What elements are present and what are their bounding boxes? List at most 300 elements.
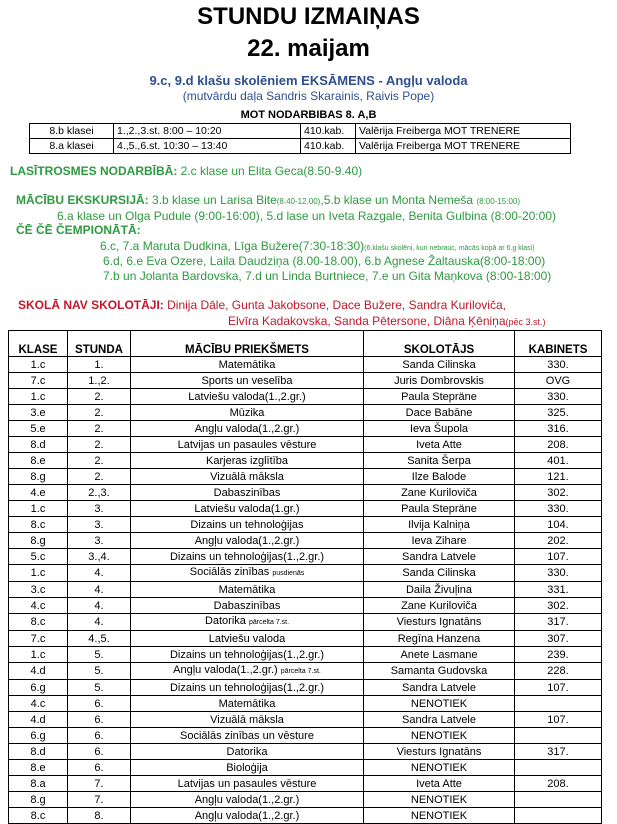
class-cell-text: 4.c (30, 697, 46, 710)
subject-cell-text: Karjeras izglītība (206, 454, 288, 467)
teacher-cell (364, 792, 515, 808)
subject-cell (131, 373, 364, 389)
teacher-cell-text: Sandra Latvele (402, 550, 476, 563)
lesson-cell-text: 8. (94, 809, 104, 822)
teacher-cell (364, 663, 515, 680)
lesson-cell-text: 5. (94, 648, 104, 661)
subject-cell-text: Vizuālā māksla (210, 470, 284, 483)
room-cell (515, 808, 602, 824)
column-header: KABINETS (515, 331, 602, 357)
class-cell (9, 565, 68, 582)
championship-line-3: 7.b un Jolanta Bardovska, 7.d un Linda Burtniece, 7.e un Gita Maņkova (8:00-18:00) (103, 269, 552, 283)
lesson-cell (68, 680, 131, 696)
teacher-cell-text: Zane Kuriloviča (401, 599, 477, 612)
excursion-notice (16, 193, 520, 207)
table-row (9, 469, 602, 485)
subject-note: pārcelta 7.st. (248, 619, 290, 626)
lesson-cell-text: 4. (94, 567, 104, 579)
excursion-text: ,5.b klase un Monta Nemeša (320, 193, 477, 207)
teacher-cell-text: Ieva Zihare (411, 534, 467, 547)
teacher-cell (364, 598, 515, 614)
teacher-cell (364, 453, 515, 469)
teacher-cell (364, 808, 515, 824)
class-cell-text: 4.d (30, 665, 46, 677)
class-cell (9, 792, 68, 808)
room-cell (515, 614, 602, 631)
teacher-cell-text: Paula Stepräne (401, 502, 477, 515)
table-row (9, 437, 602, 453)
room-cell (515, 582, 602, 598)
class-cell (9, 582, 68, 598)
lesson-cell-text: 6. (94, 697, 104, 710)
room-cell-text: 401. (547, 454, 569, 467)
lesson-cell-text: 2. (94, 390, 104, 403)
class-cell-text: 1.c (30, 648, 46, 661)
room-cell-text: 325. (547, 406, 569, 419)
room-cell (515, 373, 602, 389)
mot-row (30, 124, 571, 139)
table-row (9, 517, 602, 533)
lesson-cell (68, 696, 131, 712)
teacher-cell-text: Ieva Šupola (409, 422, 469, 435)
room-cell (515, 680, 602, 696)
teacher-cell (364, 680, 515, 696)
room-cell-text: 330. (547, 502, 569, 515)
class-cell (9, 533, 68, 549)
room-cell (515, 405, 602, 421)
lesson-cell (68, 598, 131, 614)
class-cell-text: 3.e (30, 406, 46, 419)
table-row (9, 453, 602, 469)
class-cell-text: 1.c (30, 567, 46, 579)
subject-cell (131, 421, 364, 437)
room-cell-text: 107. (547, 713, 569, 726)
room-cell-text: 107. (547, 550, 569, 563)
lesson-cell-text: 7. (94, 793, 104, 806)
subject-cell (131, 776, 364, 792)
teacher-cell (364, 614, 515, 631)
class-cell-text: 3.c (30, 583, 46, 596)
room-cell-text: 317. (547, 616, 569, 628)
class-cell (9, 453, 68, 469)
table-row (9, 357, 602, 373)
teacher-cell-text: NENOTIEK (410, 697, 468, 710)
subject-cell (131, 469, 364, 485)
table-row (9, 696, 602, 712)
room-cell-text: 121. (547, 470, 569, 483)
class-cell (9, 517, 68, 533)
lesson-cell (68, 533, 131, 549)
room-cell (515, 663, 602, 680)
class-cell (9, 776, 68, 792)
class-cell-text: 4.d (30, 713, 46, 726)
lesson-cell-text: 6. (94, 713, 104, 726)
room-cell (515, 389, 602, 405)
teacher-cell (364, 776, 515, 792)
column-header: STUNDA (68, 331, 131, 357)
class-cell (9, 696, 68, 712)
table-row (9, 405, 602, 421)
absent-text: Dinija Dāle, Gunta Jakobsone, Dace Bužere, Sandra Kuriloviča, (163, 298, 506, 312)
room-cell-text: 202. (547, 534, 569, 547)
teacher-cell-text: Viesturs Ignatāns (396, 745, 482, 758)
table-row (9, 663, 602, 680)
lesson-cell (68, 549, 131, 565)
teacher-cell (364, 389, 515, 405)
mot-row (30, 139, 571, 154)
room-cell (515, 469, 602, 485)
room-cell-text: OVG (545, 374, 571, 387)
page-date: 22. maijam (247, 35, 370, 62)
teacher-cell-text: Sandra Latvele (402, 681, 476, 694)
table-row (9, 712, 602, 728)
lesson-cell (68, 405, 131, 421)
class-cell-text: 8.g (30, 470, 46, 483)
subject-cell-text: Matemātika (218, 583, 276, 596)
teacher-cell-text: Ilvija Kalniņa (408, 518, 470, 531)
teacher-cell-text: Iveta Atte (416, 438, 462, 451)
absent-text: Elvīra Kadakovska, Sanda Pētersone, Diāna Ķēniņa (228, 314, 506, 328)
teacher-cell-text: Sandra Latvele (402, 713, 476, 726)
subject-cell-text: Datorika (204, 615, 249, 627)
teacher-cell (364, 760, 515, 776)
subject-cell (131, 598, 364, 614)
teacher-cell-text: Daila Živuļina (405, 583, 473, 596)
teacher-cell (364, 647, 515, 663)
subject-cell-text: Latvijas un pasaules vēsture (177, 438, 317, 451)
lesson-cell-text: 6. (94, 761, 104, 774)
lesson-cell (68, 663, 131, 680)
teacher-cell (364, 533, 515, 549)
lesson-cell-text: 2. (94, 438, 104, 451)
subject-cell (131, 614, 364, 631)
table-row (9, 792, 602, 808)
subject-cell (131, 808, 364, 824)
class-cell-text: 8.d (30, 438, 46, 451)
class-cell-text: 6.g (30, 681, 46, 694)
teacher-cell-text: NENOTIEK (410, 761, 468, 774)
championship-text: 6.c, 7.a Maruta Dudkina, Līga Bužere(7:30-18:30) (100, 239, 365, 253)
mot-title: MOT NODARBIBAS 8. A,B (240, 109, 377, 121)
class-cell (9, 728, 68, 744)
subject-cell (131, 680, 364, 696)
class-cell (9, 680, 68, 696)
subject-cell-text: Vizuālā māksla (210, 713, 284, 726)
subject-cell-text: Matemātika (218, 358, 276, 371)
lesson-cell-text: 2. (94, 470, 104, 483)
subject-cell (131, 437, 364, 453)
lesson-cell (68, 647, 131, 663)
lesson-cell (68, 631, 131, 647)
subject-cell-text: Matemātika (218, 697, 276, 710)
lesson-cell (68, 614, 131, 631)
lesson-cell-text: 4. (94, 599, 104, 612)
table-row (9, 565, 602, 582)
room-cell-text: 330. (547, 358, 569, 371)
class-cell-text: 8.e (30, 454, 46, 467)
table-row (9, 744, 602, 760)
lesson-cell-text: 2. (94, 406, 104, 419)
lesson-cell (68, 389, 131, 405)
subject-cell-text: Angļu valoda(1.,2.gr.) (194, 793, 300, 806)
subject-cell (131, 663, 364, 680)
class-cell-text: 7.c (30, 632, 46, 645)
subject-cell-text: Angļu valoda(1.,2.gr.) (194, 534, 300, 547)
subject-note: pusdienās (272, 570, 305, 577)
lesson-cell (68, 421, 131, 437)
room-cell (515, 792, 602, 808)
lesson-cell (68, 792, 131, 808)
teacher-cell-text: NENOTIEK (410, 729, 468, 742)
class-cell (9, 760, 68, 776)
room-cell (515, 357, 602, 373)
teacher-cell-text: Iveta Atte (416, 777, 462, 790)
subject-cell-text: Mūzika (229, 406, 265, 419)
table-row (9, 485, 602, 501)
subject-cell (131, 582, 364, 598)
lesson-cell-text: 7. (94, 777, 104, 790)
teacher-cell (364, 469, 515, 485)
table-row (9, 631, 602, 647)
class-cell (9, 647, 68, 663)
subject-cell (131, 549, 364, 565)
class-cell-text: 8.c (30, 809, 46, 822)
subject-cell-text: Datorika (226, 745, 268, 758)
reading-notice (10, 164, 362, 178)
lesson-cell-text: 6. (94, 729, 104, 742)
room-cell-text: 330. (547, 390, 569, 403)
room-cell (515, 712, 602, 728)
lesson-cell-text: 3. (94, 502, 104, 515)
class-cell (9, 357, 68, 373)
teacher-cell (364, 421, 515, 437)
room-cell-text: 302. (547, 486, 569, 499)
room-cell-text: 302. (547, 599, 569, 612)
class-cell-text: 5.e (30, 422, 46, 435)
teacher-cell (364, 582, 515, 598)
column-header: KLASE (9, 331, 68, 357)
mot-cell: 8.a klasei (30, 139, 114, 154)
mot-cell: 1.,2.,3.st. 8:00 – 10:20 (114, 124, 301, 139)
subject-cell (131, 712, 364, 728)
table-row (9, 614, 602, 631)
table-row (9, 582, 602, 598)
subject-cell (131, 533, 364, 549)
table-row (9, 680, 602, 696)
subject-cell-text: Dizains un tehnoloģijas (190, 518, 304, 531)
class-cell (9, 421, 68, 437)
class-cell (9, 663, 68, 680)
class-cell (9, 485, 68, 501)
lesson-cell-text: 1.,2. (88, 374, 110, 387)
teacher-cell-text: Dace Babāne (405, 406, 473, 419)
room-cell-text: 330. (547, 567, 569, 579)
lesson-cell (68, 565, 131, 582)
subject-cell-text: Dizains un tehnoloģijas(1.,2.gr.) (169, 648, 325, 661)
room-cell (515, 533, 602, 549)
subject-cell-text: Dabaszinības (213, 486, 281, 499)
lesson-cell (68, 357, 131, 373)
teacher-cell-text: Regīna Hanzena (397, 632, 481, 645)
absent-teachers-line-2 (228, 314, 546, 328)
lesson-cell (68, 582, 131, 598)
excursion-line-2: 6.a klase un Olga Pudule (9:00-16:00), 5.d lase un Iveta Razgale, Benita Gulbina (8:00-20:00) (57, 209, 556, 223)
lesson-cell-text: 4.,5. (88, 632, 110, 645)
room-cell (515, 728, 602, 744)
mot-cell: Valērija Freiberga MOT TRENERE (356, 139, 571, 154)
class-cell-text: 8.g (30, 793, 46, 806)
lesson-cell (68, 728, 131, 744)
subject-cell-text: Latviešu valoda(1.gr.) (194, 502, 300, 515)
championship-line-1 (100, 239, 535, 253)
mot-table (29, 123, 571, 154)
room-cell-text: 208. (547, 438, 569, 451)
absent-note: (pēc 3.st.) (505, 317, 546, 327)
column-header: SKOLOTĀJS (364, 331, 515, 357)
subject-cell (131, 517, 364, 533)
subject-cell-text: Sociālās zinības un vēsture (180, 729, 314, 742)
class-cell (9, 437, 68, 453)
lesson-cell-text: 3. (94, 518, 104, 531)
class-cell-text: 8.e (30, 761, 46, 774)
teacher-cell (364, 437, 515, 453)
room-cell (515, 437, 602, 453)
room-cell (515, 517, 602, 533)
table-row (9, 501, 602, 517)
lesson-cell-text: 4. (94, 616, 104, 628)
lesson-cell-text: 4. (94, 583, 104, 596)
room-cell (515, 549, 602, 565)
class-cell-text: 7.c (30, 374, 46, 387)
class-cell (9, 808, 68, 824)
lesson-cell (68, 501, 131, 517)
mot-cell: 8.b klasei (30, 124, 114, 139)
room-cell-text: 208. (547, 777, 569, 790)
mot-cell: 410.kab. (301, 139, 356, 154)
table-row (9, 728, 602, 744)
lesson-cell (68, 437, 131, 453)
lesson-cell (68, 776, 131, 792)
teacher-cell-text: Viesturs Ignatāns (396, 616, 482, 628)
room-cell-text: 317. (547, 745, 569, 758)
subject-cell (131, 744, 364, 760)
class-cell (9, 744, 68, 760)
lesson-cell-text: 2. (94, 454, 104, 467)
class-cell (9, 712, 68, 728)
subject-cell-text: Latviešu valoda (208, 632, 286, 645)
teacher-cell (364, 565, 515, 582)
subject-cell (131, 485, 364, 501)
mot-cell: Valērija Freiberga MOT TRENERE (356, 124, 571, 139)
table-row (9, 389, 602, 405)
class-cell (9, 405, 68, 421)
teacher-cell-text: Anete Lasmane (400, 648, 478, 661)
room-cell (515, 421, 602, 437)
room-cell-text: 239. (547, 648, 569, 661)
lesson-cell-text: 2.,3. (88, 486, 110, 499)
teacher-cell-text: NENOTIEK (410, 793, 468, 806)
lesson-cell (68, 808, 131, 824)
class-cell-text: 4.c (30, 599, 46, 612)
class-cell (9, 389, 68, 405)
room-cell-text: 104. (547, 518, 569, 531)
subject-cell-text: Dizains un tehnoloģijas(1.,2.gr.) (169, 550, 325, 563)
lesson-cell-text: 5. (94, 665, 104, 677)
teacher-cell-text: Ilze Balode (411, 470, 467, 483)
teacher-cell-text: NENOTIEK (410, 809, 468, 822)
lesson-cell (68, 760, 131, 776)
teacher-cell (364, 501, 515, 517)
class-cell-text: 8.c (30, 518, 46, 531)
teacher-cell-text: Sanita Šerpa (407, 454, 471, 467)
excursion-time: (8.40-12.00) (276, 197, 321, 206)
room-cell (515, 565, 602, 582)
class-cell-text: 4.e (30, 486, 46, 499)
lesson-cell-text: 3.,4. (88, 550, 110, 563)
class-cell (9, 549, 68, 565)
lesson-cell-text: 2. (94, 422, 104, 435)
teacher-cell (364, 728, 515, 744)
class-cell (9, 631, 68, 647)
room-cell (515, 631, 602, 647)
table-row (9, 808, 602, 824)
class-cell-text: 5.c (30, 550, 46, 563)
subject-cell-text: Dabaszinības (213, 599, 281, 612)
teacher-cell (364, 744, 515, 760)
excursion-text: 3.b klase un Larisa Bite (148, 193, 277, 207)
subject-cell (131, 389, 364, 405)
subject-cell (131, 357, 364, 373)
absent-label: SKOLĀ NAV SKOLOTĀJI: (18, 298, 164, 312)
class-cell-text: 6.g (30, 729, 46, 742)
table-body (9, 357, 602, 824)
table-row (9, 760, 602, 776)
excursion-label: MĀCĪBU EKSKURSIJĀ: (16, 193, 149, 207)
room-cell-text: 316. (547, 422, 569, 435)
room-cell (515, 485, 602, 501)
lesson-cell (68, 453, 131, 469)
teacher-cell-text: Paula Stepräne (401, 390, 477, 403)
exam-notice-sub: (mutvārdu daļa Sandris Skarainis, Raivis Pope) (182, 89, 435, 103)
room-cell (515, 501, 602, 517)
room-cell-text: 228. (547, 665, 569, 677)
room-cell (515, 598, 602, 614)
table-row (9, 549, 602, 565)
room-cell-text: 307. (547, 632, 569, 645)
lesson-cell (68, 744, 131, 760)
subject-cell-text: Angļu valoda(1.,2.gr.) (194, 809, 300, 822)
table-row (9, 598, 602, 614)
subject-cell (131, 760, 364, 776)
column-header: MĀCĪBU PRIEKŠMETS (131, 331, 364, 357)
subject-cell (131, 696, 364, 712)
teacher-cell (364, 405, 515, 421)
room-cell (515, 453, 602, 469)
teacher-cell (364, 517, 515, 533)
lesson-cell (68, 485, 131, 501)
lesson-cell-text: 6. (94, 745, 104, 758)
room-cell (515, 760, 602, 776)
page-title: STUNDU IZMAIŅAS (197, 3, 420, 30)
subject-cell (131, 501, 364, 517)
subject-cell-text: Latviešu valoda(1.,2.gr.) (188, 390, 306, 403)
reading-label: LASĪTROSMES NODARBĪBĀ: (10, 164, 178, 178)
lesson-cell (68, 517, 131, 533)
subject-cell-text: Latvijas un pasaules vēsture (177, 777, 317, 790)
subject-note: pārcelta 7.st. (280, 668, 321, 675)
class-cell-text: 1.c (30, 358, 46, 371)
reading-text: 2.c klase un Elita Geca(8.50-9.40) (177, 164, 363, 178)
